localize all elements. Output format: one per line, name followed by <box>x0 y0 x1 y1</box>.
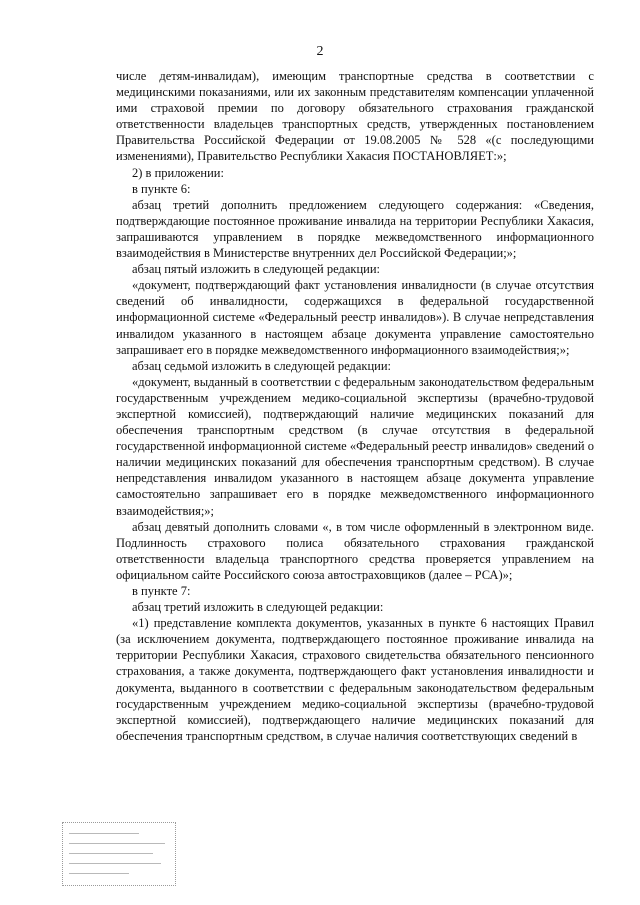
paragraph-abzac-5-text: «документ, подтверждающий факт установления инвалидности (в случае отсутствия сведений об инвалидности, содержащихся в федеральной государственной информационной системе «Федеральный реестр инвалидов»). В случае непредставления инвалидом указанного в настоящем абзаце документа управление самостоятельно запрашивает его в порядке межведомственного информационного взаимодействия;»; <box>116 278 594 357</box>
paragraph-continuation: числе детям-инвалидам), имеющим транспортные средства в соответствии с медицинскими показаниями, или их законным представителям компенсации уплаченной ими страховой премии по договору обязательного страхования гражданской ответственности владельцев транспортных средств, утвержденных постановлением Правительства Российской Федерации от 19.08.2005 № 528 «(с последующими изменениями), Правительство Республики Хакасия ПОСТАНОВЛЯЕТ:»; <box>116 69 594 164</box>
paragraph-point-7: в пункте 7: <box>132 584 191 598</box>
paragraph-abzac-9-addition: абзац девятый дополнить словами «, в том числе оформленный в электронном виде. Подлинность страхового полиса обязательного страхования гражданской ответственности владельца транспортного средства проверяется управлением на официальном сайте Российского союза автостраховщиков (далее – РСА)»; <box>116 519 594 582</box>
paragraph-abzac-7-text: «документ, выданный в соответствии с федеральным законодательством федеральным государственным учреждением медико-социальной экспертизы (врачебно-трудовой экспертной комиссией), подтверждающий наличие медицинских показаний для обеспечения транспортным средством (в случае отсутствия в федеральной государственной информационной системе «Федеральный реестр инвалидов» сведений о наличии медицинских показаний для обеспечения транспортным средством). В случае непредставления инвалидом указанного в настоящем абзаце документа управление самостоятельно запрашивает его в порядке межведомственного информационного взаимодействия;»; <box>116 374 594 518</box>
paragraph-item-2: 2) в приложении: <box>132 165 224 180</box>
page-number: 2 <box>316 44 324 59</box>
paragraph-abzac-7-intro: абзац седьмой изложить в следующей редакции: <box>132 358 392 373</box>
electronic-signature-stamp <box>62 822 176 886</box>
document-body <box>116 68 594 744</box>
paragraph-abzac-5-intro: абзац пятый изложить в следующей редакции: <box>132 262 381 277</box>
paragraph-point-7-abzac-3-intro: абзац третий изложить в следующей редакции: <box>132 600 384 615</box>
paragraph-abzac-3-addition: абзац третий дополнить предложением следующего содержания: «Сведения, подтверждающие постоянное проживание инвалида на территории Республики Хакасия, запрашиваются управлением в порядке межведомственного информационного взаимодействия в Министерстве внутренних дел Российской Федерации;»; <box>116 197 594 261</box>
paragraph-point-6: в пункте 6: <box>132 181 191 196</box>
paragraph-point-7-abzac-3-text: «1) представление комплекта документов, указанных в пункте 6 настоящих Правил (за исключением документа, подтверждающего постоянное проживание инвалида на территории Республики Хакасия, страхового свидетельства обязательного пенсионного страхования, а также документа, подтверждающего факт установления инвалидности и документа, выданного в соответствии с федеральным законодательством федеральным государственным учреждением медико-социальной экспертизы (врачебно-трудовой экспертной комиссией), подтверждающего наличие медицинских показаний для обеспечения транспортным средством, в случае наличия соответствующих сведений в <box>116 616 594 743</box>
